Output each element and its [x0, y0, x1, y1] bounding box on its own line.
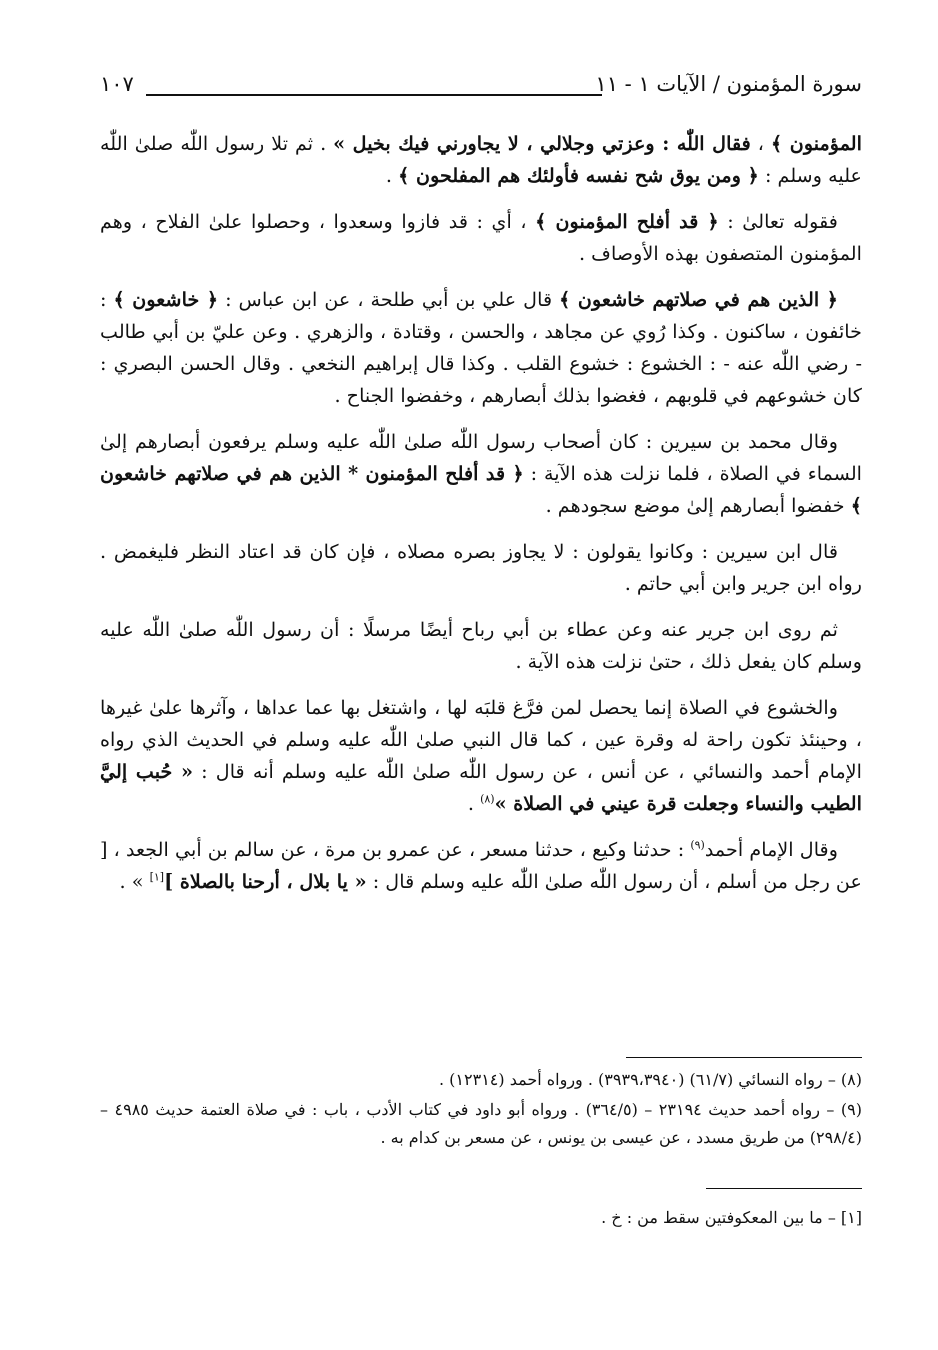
footnote-8: (٨) – رواه النسائي (٦١/٧) (٣٩٣٩،٣٩٤٠) . ورواه أحمد (١٢٣١٤) .	[438, 1070, 862, 1089]
quran-quote: ﴿ قد أفلح المؤمنون * الذين هم في صلاتهم خاشعون ﴾	[100, 462, 862, 517]
paragraph-1	[100, 128, 862, 192]
footnote-ref[interactable]: (٩)	[690, 838, 705, 852]
quran-quote: المؤمنون ﴾	[770, 132, 862, 155]
page-number: ١٠٧	[100, 72, 134, 96]
text-span: خفضوا أبصارهم إلىٰ موضع سجودهم .	[545, 494, 851, 517]
editor-note: [١] – ما بين المعكوفتين سقط من : خ .	[601, 1208, 862, 1227]
quran-quote: ﴿ الذين هم في صلاتهم خاشعون ﴾	[559, 288, 838, 311]
text-span: وقال محمد بن سيرين : كان أصحاب رسول اللّٰه صلىٰ اللّٰه عليه وسلم يرفعون أبصارهم إلىٰ السماء في الصلاة ، فلما نزلت هذه الآية :	[100, 430, 863, 485]
quran-quote: ﴿ خاشعون ﴾	[113, 288, 219, 311]
paragraph-2	[100, 206, 862, 270]
text-span: ،	[750, 132, 771, 155]
text-span: والخشوع في الصلاة إنما يحصل لمن فرَّغ قلبَه لها ، واشتغل بها عما عداها ، وآثرها علىٰ غيرها ، وحينئذ تكون راحة له وقرة عين ، كما قال النبي صلىٰ اللّٰه عليه وسلم في الحديث الذي رواه الإمام أحمد والنسائي ، عن أنس ، عن رسول اللّٰه صلىٰ اللّٰه عليه وسلم أنه قال :	[100, 696, 863, 783]
hadith-quote: « حُبب إليَّ الطيب والنساء وجعلت قرة عيني في الصلاة »	[100, 760, 862, 815]
editor-note-rule	[706, 1188, 862, 1189]
text-span: فقوله تعالىٰ :	[718, 210, 838, 233]
footnote-ref[interactable]: (٨)	[480, 792, 495, 806]
quran-quote: ﴿ ومن يوق شح نفسه فأولئك هم المفلحون ﴾	[398, 164, 759, 187]
text-span: » .	[119, 870, 150, 893]
paragraph-6	[100, 614, 862, 678]
paragraph-4	[100, 426, 862, 522]
text-span: : خائفون ، ساكنون . وكذا رُوي عن مجاهد ، والحسن ، وقتادة ، والزهري . وعن عليّ بن أبي طالب - رضي اللّٰه عنه - : الخشوع : خشوع القلب . وكذا قال إبراهيم النخعي . وقال الحسن البصري : كان خشوعهم في قلوبهم ، فغضوا بذلك أبصارهم ، وخفضوا الجناح .	[100, 288, 862, 407]
paragraph-3	[100, 284, 862, 412]
editor-note-ref[interactable]: [١]	[149, 870, 165, 884]
text-span: قال علي بن أبي طلحة ، عن ابن عباس :	[218, 288, 560, 311]
text-span: قال ابن سيرين : وكانوا يقولون : لا يجاوز بصره مصلاه ، فإن كان قد اعتاد النظر فليغمض . رواه ابن جرير وابن أبي حاتم .	[100, 540, 862, 595]
text-span: .	[385, 164, 399, 187]
paragraph-7	[100, 692, 862, 820]
text-span: وقال الإمام أحمد	[704, 838, 838, 861]
paragraph-5	[100, 536, 862, 600]
header-rule	[146, 94, 602, 96]
hadith-quote: فقال اللّٰه : وعزتي وجلالي ، لا يجاورني فيك بخيل »	[333, 132, 751, 155]
text-span: .	[467, 792, 481, 815]
text-span: ، أي : قد فازوا وسعدوا ، وحصلوا علىٰ الفلاح ، وهم المؤمنون المتصفون بهذه الأوصاف .	[100, 210, 862, 265]
footnote-rule	[626, 1057, 862, 1058]
text-span: ثم روى ابن جرير عنه وعن عطاء بن أبي رباح أيضًا مرسلًا : أن رسول اللّٰه صلىٰ اللّٰه عليه وسلم كان يفعل ذلك ، حتىٰ نزلت هذه الآية .	[100, 618, 862, 673]
running-title: سورة المؤمنون / الآيات ١ - ١١	[595, 72, 862, 96]
footnote-9: (٩) – رواه أحمد حديث ٢٣١٩٤ – (٣٦٤/٥) . ورواه أبو داود في كتاب الأدب ، باب : في صلاة العتمة حديث ٤٩٨٥ – (٢٩٨/٤) من طريق مسدد ، عن عيسى بن يونس ، عن مسعر بن كدام به .	[100, 1100, 863, 1147]
quran-quote: ﴿ قد أفلح المؤمنون ﴾	[535, 210, 719, 233]
main-text	[100, 128, 862, 912]
text-span: . ثم تلا رسول اللّٰه صلىٰ اللّٰه عليه وسلم :	[100, 132, 862, 187]
paragraph-8	[100, 834, 862, 898]
text-span: : حدثنا وكيع ، حدثنا مسعر ، عن عمرو بن مرة ، عن سالم بن أبي الجعد ، [ عن رجل من أسلم ، أن رسول اللّٰه صلىٰ اللّٰه عليه وسلم قال :	[100, 838, 862, 893]
footnotes	[100, 1066, 862, 1154]
hadith-quote: « يا بلال ، أرحنا بالصلاة ]	[164, 870, 367, 893]
page-header	[100, 70, 862, 110]
